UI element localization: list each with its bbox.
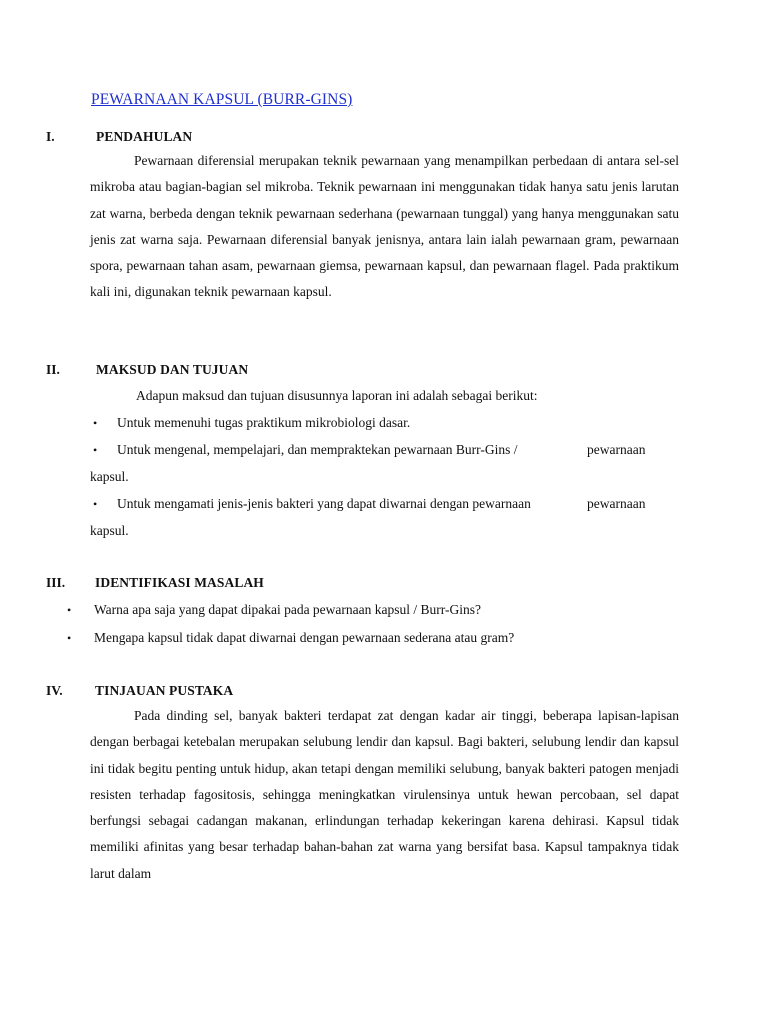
list-item: Untuk mengamati jenis-jenis bakteri yang dapat diwarnai dengan pewarnaan (117, 496, 531, 511)
bullet-icon: • (93, 497, 98, 511)
list-item: Untuk mengenal, mempelajari, dan mempraktekan pewarnaan Burr-Gins / (117, 442, 518, 457)
list-item-tail: pewarnaan (587, 496, 646, 511)
section-3-number: III. (46, 575, 66, 590)
section-1-number: I. (46, 129, 55, 144)
section-3-title: IDENTIFIKASI MASALAH (95, 575, 264, 590)
list-item-continuation: kapsul. (90, 523, 129, 538)
section-2-number: II. (46, 362, 60, 377)
list-item: Warna apa saja yang dapat dipakai pada pewarnaan kapsul / Burr-Gins? (94, 602, 481, 617)
section-2-intro: Adapun maksud dan tujuan disusunnya laporan ini adalah sebagai berikut: (136, 388, 538, 403)
list-item: Mengapa kapsul tidak dapat diwarnai dengan pewarnaan sederana atau gram? (94, 630, 515, 645)
section-1-title: PENDAHULAN (96, 129, 193, 144)
bullet-icon: • (93, 443, 98, 457)
section-2-title: MAKSUD DAN TUJUAN (96, 362, 249, 377)
list-item: Untuk memenuhi tugas praktikum mikrobiologi dasar. (117, 415, 411, 430)
section-4-number: IV. (46, 683, 63, 698)
bullet-icon: • (93, 416, 98, 430)
document-title: PEWARNAAN KAPSUL (BURR-GINS) (91, 91, 353, 108)
bullet-icon: • (67, 631, 72, 645)
section-4-paragraph: Pada dinding sel, banyak bakteri terdapat zat dengan kadar air tinggi, beberapa lapisan-lapisan dengan berbagai ketebalan merupakan selubung lendir dan kapsul. Bagi bakteri, selubung lendir dan kapsul ini tidak begitu penting untuk hidup, akan tetapi dengan memiliki selubung, banyak bakteri patogen menjadi resisten terhadap fagositosis, sehingga meningkatkan virulensinya untuk hewan percobaan, sel dapat berfungsi sebagai cadangan makanan, erlindungan terhadap kekeringan karena dehirasi. Kapsul tidak memiliki afinitas yang besar terhadap bahan-bahan zat warna yang bersifat basa. Kapsul tampaknya tidak larut dalam (90, 708, 679, 881)
section-1-paragraph: Pewarnaan diferensial merupakan teknik pewarnaan yang menampilkan perbedaan di antara sel-sel mikroba atau bagian-bagian sel mikroba. Teknik pewarnaan ini menggunakan tidak hanya satu jenis larutan zat warna, berbeda dengan teknik pewarnaan sederhana (pewarnaan tunggal) yang hanya menggunakan satu jenis zat warna saja. Pewarnaan diferensial banyak jenisnya, antara lain ialah pewarnaan gram, pewarnaan spora, pewarnaan tahan asam, pewarnaan giemsa, pewarnaan kapsul, dan pewarnaan flagel. Pada praktikum kali ini, digunakan teknik pewarnaan kapsul. (90, 153, 679, 300)
list-item-continuation: kapsul. (90, 469, 129, 484)
list-item-tail: pewarnaan (587, 442, 646, 457)
bullet-icon: • (67, 603, 72, 617)
section-4-title: TINJAUAN PUSTAKA (95, 683, 234, 698)
